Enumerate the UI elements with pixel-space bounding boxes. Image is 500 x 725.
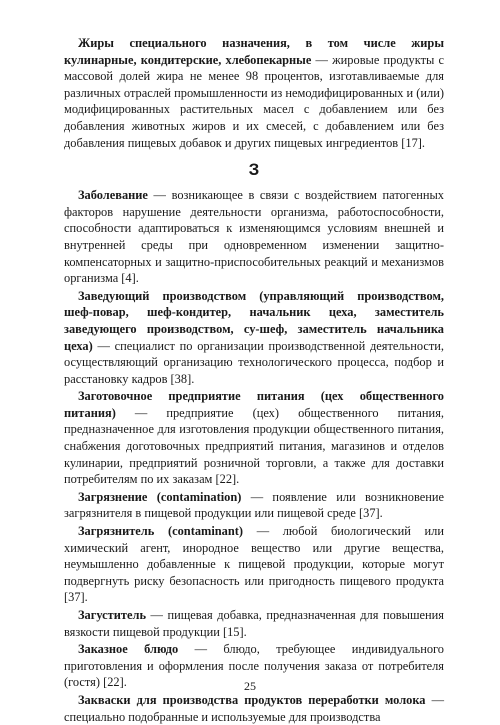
page-number: 25	[244, 679, 256, 693]
entry-definition: — пищевая добавка, предназначенная для повышения вязкости пищевой продукции [15].	[64, 608, 444, 639]
entry-definition: — любой биологический или химический агент, инородное вещество или другие вещества, неумышленно добавленные к пищевой продукции, которые могут подвергнуть риску безопасность или пригодность пищевого продукта [37].	[64, 524, 444, 605]
entry-term: Заведующий производством (управляющий производством, шеф-повар, шеф-кондитер, начальник цеха, заместитель заведующего производством, су-шеф, заместитель начальника цеха)	[64, 288, 444, 353]
entry-starter-cultures	[64, 692, 444, 725]
entry-definition: — блюдо, требующее индивидуального приготовления и оформления после получения заказа от потребителя (гостя) [22].	[64, 642, 444, 690]
section-letter: З	[248, 160, 260, 180]
entry-procurement-enterprise	[64, 388, 444, 488]
entry-definition: — появление или возникновение загрязнителя в пищевой продукции или пищевой среде [37].	[64, 489, 444, 521]
entry-definition: — возникающее в связи с воздействием патогенных факторов нарушение деятельности организма, работоспособности, способности адаптироваться к изменяющимся условиям внешней и внутренней среды при одновременном изменении защитно-компенсаторных и защитно-приспособительных реакций и механизмов организма [4].	[64, 188, 444, 286]
entry-thickener	[64, 607, 444, 640]
entry-term: Заготовочное предприятие питания (цех общественного питания)	[64, 389, 444, 420]
entry-production-manager	[64, 288, 444, 388]
entry-definition: — специально подобранные и используемые для производства	[64, 692, 444, 724]
entry-definition: — предприятие (цех) общественного питания, предназначенное для изготовления продукции общественного питания, снабжения доготовочных предприятий питания, магазинов и отделов кулинарии, предприятий розничной торговли, а также для доставки потребителям по их заказам [22].	[64, 405, 444, 487]
entry-definition: — жировые продукты с массовой долей жира не менее 98 процентов, изготавливаемые для различных отраслей промышленности из немодифицированных и (или) модифицированных растительных масел с добавлением или без добавления животных жиров и их смесей, с добавлением или без добавления пищевых добавок и других пищевых ингредиентов [17].	[64, 52, 444, 150]
entry-contaminant	[64, 523, 444, 606]
entry-term: Закваски для производства продуктов переработки молока	[78, 692, 426, 707]
entry-fats-special-purpose	[64, 35, 444, 151]
entry-term: Жиры специального назначения, в том числе жиры кулинарные, кондитерские, хлебопекарные	[64, 36, 444, 67]
entry-definition: — специалист по организации производственной деятельности, осуществляющий организацию технологического процесса, подбор и расстановку кадров [38].	[64, 338, 444, 386]
entry-term: Загрязнитель (contaminant)	[78, 524, 244, 539]
glossary-entries	[64, 35, 444, 725]
entry-disease	[64, 187, 444, 287]
entry-term: Загрязнение (contamination)	[78, 489, 242, 504]
entry-contamination	[64, 489, 444, 522]
entry-term: Заказное блюдо	[78, 642, 179, 657]
entry-term: Заболевание	[78, 188, 148, 203]
entry-term: Загуститель	[78, 608, 146, 622]
